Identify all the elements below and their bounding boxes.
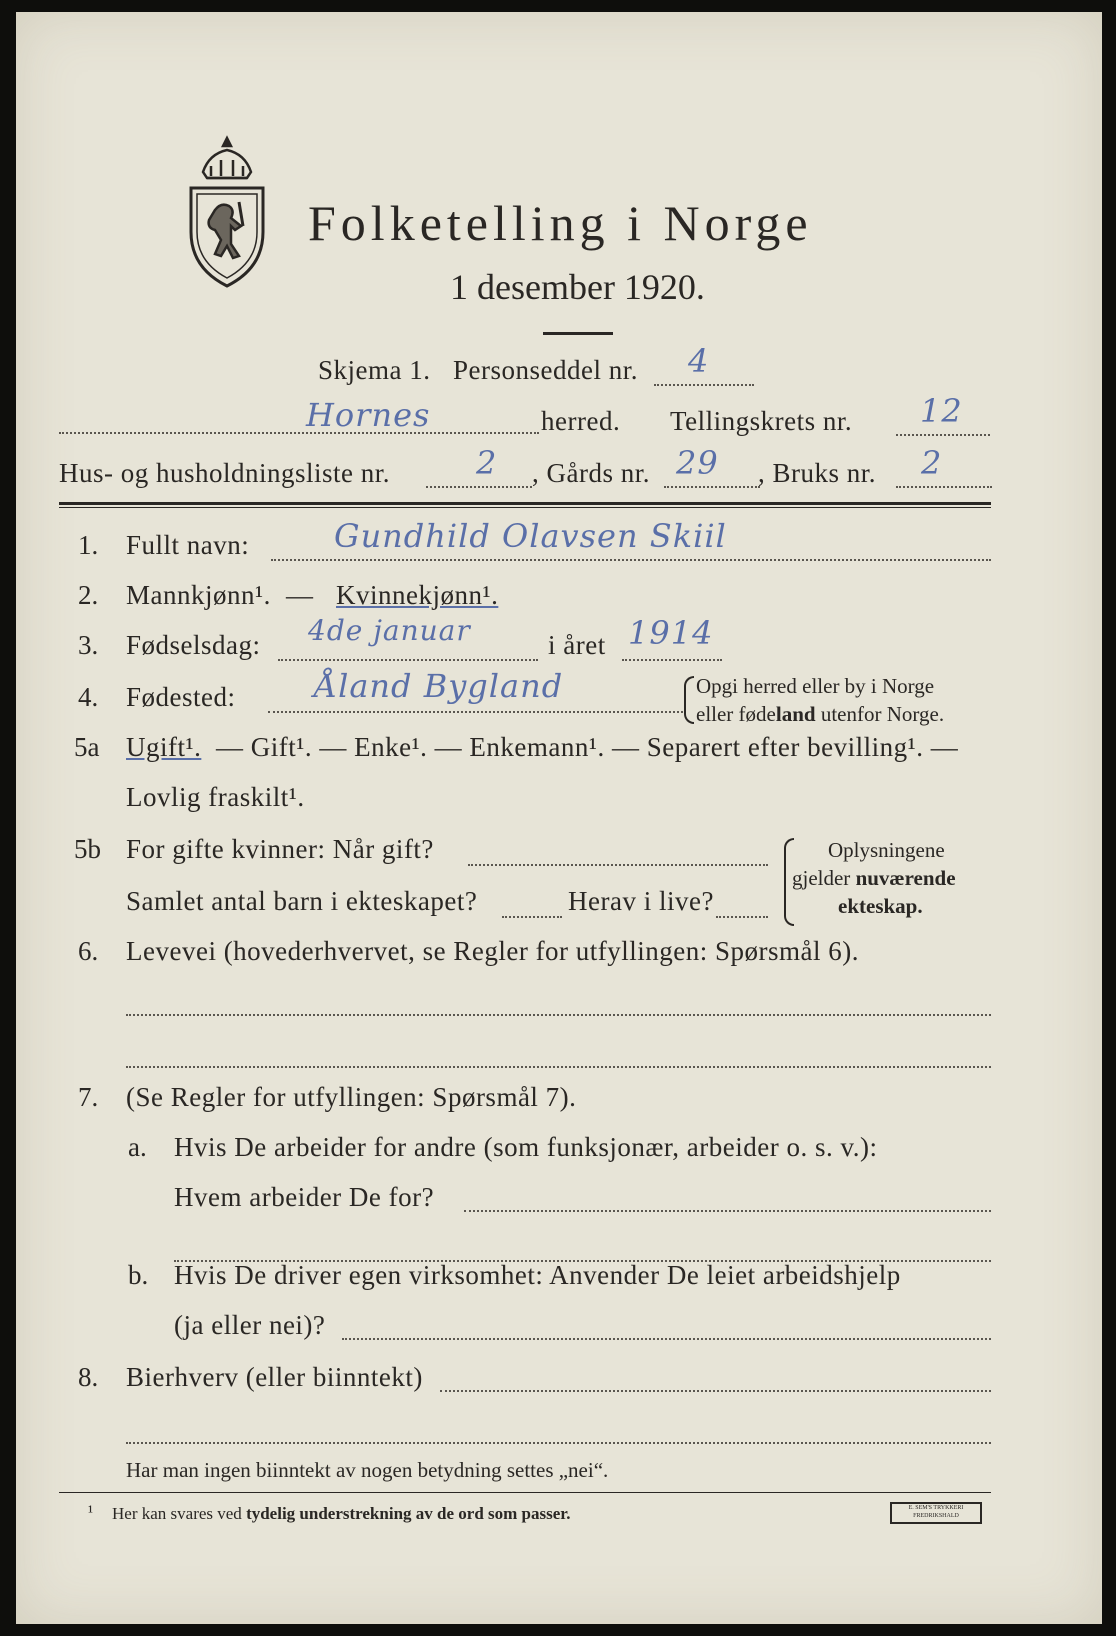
census-date: 1 desember 1920. [450, 267, 705, 307]
birthplace-value[interactable]: Åland Bygland [314, 667, 564, 705]
husliste-label: Hus- og husholdningsliste nr. [59, 458, 391, 488]
q2-number: 2. [78, 580, 99, 610]
printer-stamp: E. SEM'S TRYKKERI FREDRIKSHALD [890, 1502, 982, 1524]
title-divider [543, 332, 613, 335]
q8-note: Har man ingen biinntekt av nogen betydning settes „nei“. [126, 1458, 609, 1482]
q4-number: 4. [78, 682, 99, 712]
q4-note-line1: Opgi herred eller by i Norge [696, 674, 935, 698]
q7b-janei-label: (ja eller nei)? [174, 1310, 326, 1340]
q3-year-label: i året [548, 630, 606, 660]
form-title: Folketelling i Norge [308, 195, 813, 251]
sex-male[interactable]: Mannkjønn¹. [126, 580, 271, 610]
q1-number: 1. [78, 530, 99, 560]
footnote-text: Her kan svares ved tydelig understrekning av de ord som passer. [112, 1504, 571, 1523]
full-name-value[interactable]: Gundhild Olavsen Skiil [334, 517, 727, 555]
q7b-number: b. [128, 1260, 149, 1290]
husliste-value[interactable]: 2 [476, 444, 498, 482]
bruks-value[interactable]: 2 [921, 444, 943, 482]
q8-label: Bierhverv (eller biinntekt) [126, 1362, 423, 1392]
q6-line2[interactable] [126, 1066, 991, 1068]
q4-label: Fødested: [126, 682, 236, 712]
q3-label: Fødselsdag: [126, 630, 261, 660]
sex-female[interactable]: Kvinnekjønn¹. [336, 580, 499, 610]
q6-number: 6. [78, 936, 99, 966]
footnote-mark: ¹ [88, 1502, 94, 1521]
q5b-alive-label: Herav i live? [568, 886, 714, 916]
tellingskrets-label: Tellingskrets nr. [670, 406, 853, 436]
herred-value[interactable]: Hornes [306, 396, 431, 434]
gards-label: , Gårds nr. [532, 458, 650, 488]
q7a-number: a. [128, 1132, 147, 1162]
status-ugift[interactable]: Ugift¹. [126, 732, 202, 762]
census-form: Folketelling i Norge 1 desember 1920. Skjema 1. Personseddel nr. 4 Hornes herred. Tellingskrets nr. 12 Hus- og husholdningsliste nr. 2 , Gårds nr. 29 , Bruks nr. 2 1. Fullt navn: Gundhild Olavsen Skiil 2. Mannkjønn¹. — Kvinnekjønn¹. 3. Fødselsdag: 4de januar i året 1914 4. Fødested: Åland Bygland Opgi herred eller by i Norge eller fødeland utenfor Norge. 5a Ugift¹. — Gift¹. — Enke¹. — Enkemann¹. — Separert efter bevilling¹. — Lovlig fraskilt¹. 5b For gifte kvinner: Når gift? Samlet antal barn i ekteskapet? Herav i live? Oplysningene gjelder nuværende ekteskap. 6. Levevei (hovederhvervet, se Regler for utfyllingen: Spørsmål 6). 7. (Se Regler for utfyllingen: Spørsmål 7). a. Hvis De arbeider for andre (som funksjonær, arbeider o. s. v.): Hvem arbeider De for? b. Hvis De driver egen virksomhet: Anvender De leiet arbeidshjelp (ja eller nei)? 8. Bierhverv (eller biinntekt) Har man ingen biinntekt av nogen betydning settes „nei“. ¹ Her kan svares ved tydelig understrekning av de ord som passer. E. SEM'S TRYKKERI FREDRIKSHALD [16, 12, 1102, 1624]
q6-line1[interactable] [126, 1014, 991, 1016]
personseddel-value[interactable]: 4 [688, 342, 710, 380]
birthday-value[interactable]: 4de januar [308, 614, 471, 647]
personseddel-label: Personseddel nr. [453, 355, 638, 385]
q5a-number: 5a [74, 732, 100, 762]
q5b-note-line1: Oplysningene [828, 838, 945, 862]
q5b-number: 5b [74, 834, 101, 864]
q3-number: 3. [78, 630, 99, 660]
q7-number: 7. [78, 1082, 99, 1112]
herred-label: herred. [541, 406, 621, 436]
birth-year-value[interactable]: 1914 [628, 614, 714, 652]
q5a-options[interactable]: — Gift¹. — Enke¹. — Enkemann¹. — Separert efter bevilling¹. — [216, 732, 959, 762]
q4-note-line2: eller fødeland utenfor Norge. [696, 702, 945, 726]
q8-line2[interactable] [126, 1442, 991, 1444]
bruks-label: , Bruks nr. [758, 458, 877, 488]
q7-label: (Se Regler for utfyllingen: Spørsmål 7). [126, 1082, 577, 1112]
q7a-employer-label: Hvem arbeider De for? [174, 1182, 435, 1212]
q7a-label: Hvis De arbeider for andre (som funksjonær, arbeider o. s. v.): [174, 1132, 878, 1162]
q5b-note-line3: ekteskap. [838, 894, 923, 918]
q7a-line1[interactable] [464, 1210, 991, 1212]
footnote-rule [59, 1492, 991, 1493]
q7b-line[interactable] [342, 1338, 991, 1340]
q5b-children-label: Samlet antal barn i ekteskapet? [126, 886, 478, 916]
tellingskrets-value[interactable]: 12 [920, 392, 963, 430]
status-fraskilt[interactable]: Lovlig fraskilt¹. [126, 782, 305, 812]
header-rule [59, 502, 991, 505]
norwegian-coat-of-arms-icon [181, 132, 273, 292]
q1-label: Fullt navn: [126, 530, 250, 560]
q5b-note-line2: gjelder nuværende [792, 866, 956, 890]
q7b-label: Hvis De driver egen virksomhet: Anvender De leiet arbeidshjelp [174, 1260, 901, 1290]
gards-value[interactable]: 29 [676, 444, 719, 482]
q8-number: 8. [78, 1362, 99, 1392]
skjema-label: Skjema 1. [318, 355, 431, 385]
q8-line1[interactable] [440, 1390, 991, 1392]
q5b-label: For gifte kvinner: Når gift? [126, 834, 434, 864]
q6-label: Levevei (hovederhvervet, se Regler for utfyllingen: Spørsmål 6). [126, 936, 860, 966]
